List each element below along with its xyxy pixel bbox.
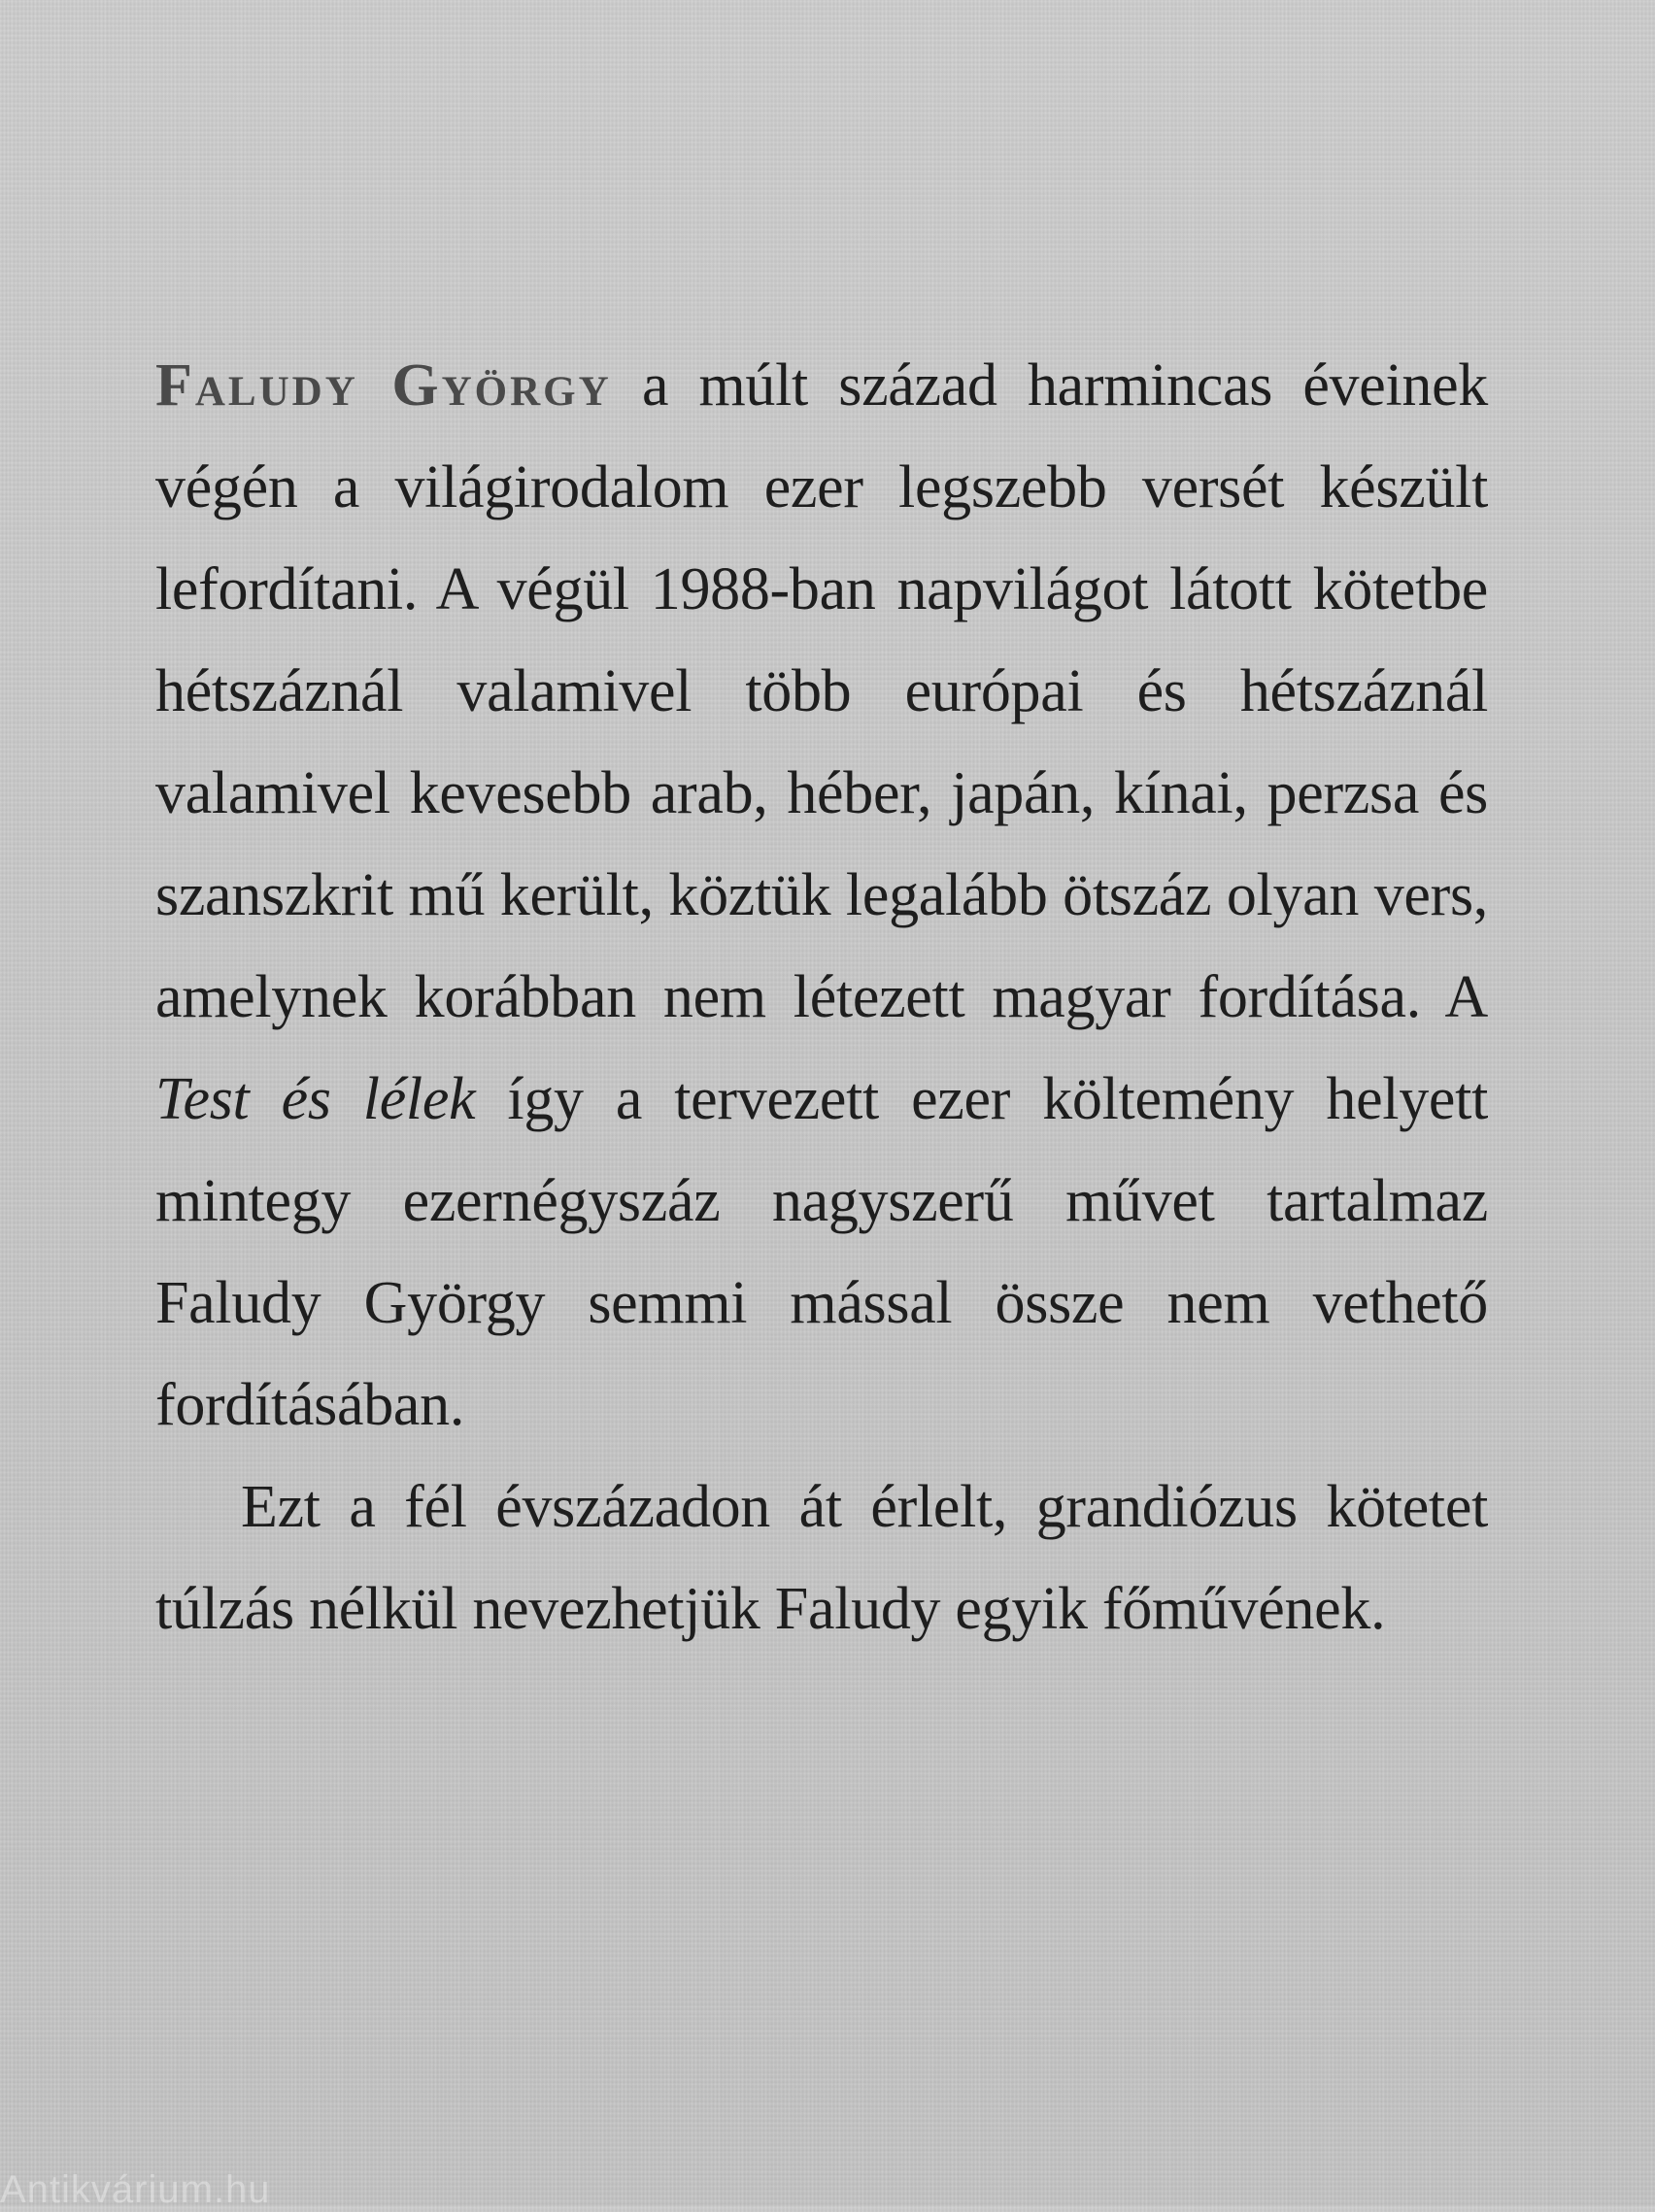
blurb-paragraph-1 [155,335,1488,1457]
watermark: Antikvárium.hu [0,2168,271,2211]
blurb-paragraph-2: Ezt a fél évszázadon át érlelt, grandiózus kötetet túlzás nélkül nevezhetjük Faludy egyik főművének. [155,1474,1488,1642]
paragraph-1-text-a: a múlt század harmincas éveinek végén a világirodalom ezer legszebb versét készült lefordítani. A végül 1988-ban napvilágot látott kötetbe hétszáznál valamivel több európai és hétszáznál valamivel kevesebb arab, héber, japán, kínai, perzsa és szanszkrit mű került, köztük legalább ötszáz olyan vers, amelynek korábban nem létezett magyar fordítása. A [155,352,1488,1030]
author-name: Faludy György [155,352,612,419]
blurb-text [155,335,1488,1660]
paragraph-1-text-b: így a tervezett ezer költemény helyett mintegy ezernégyszáz nagyszerű művet tartalmaz Faludy György semmi mással össze nem vethető fordításában. [155,1066,1488,1438]
book-title: Test és lélek [155,1066,476,1132]
